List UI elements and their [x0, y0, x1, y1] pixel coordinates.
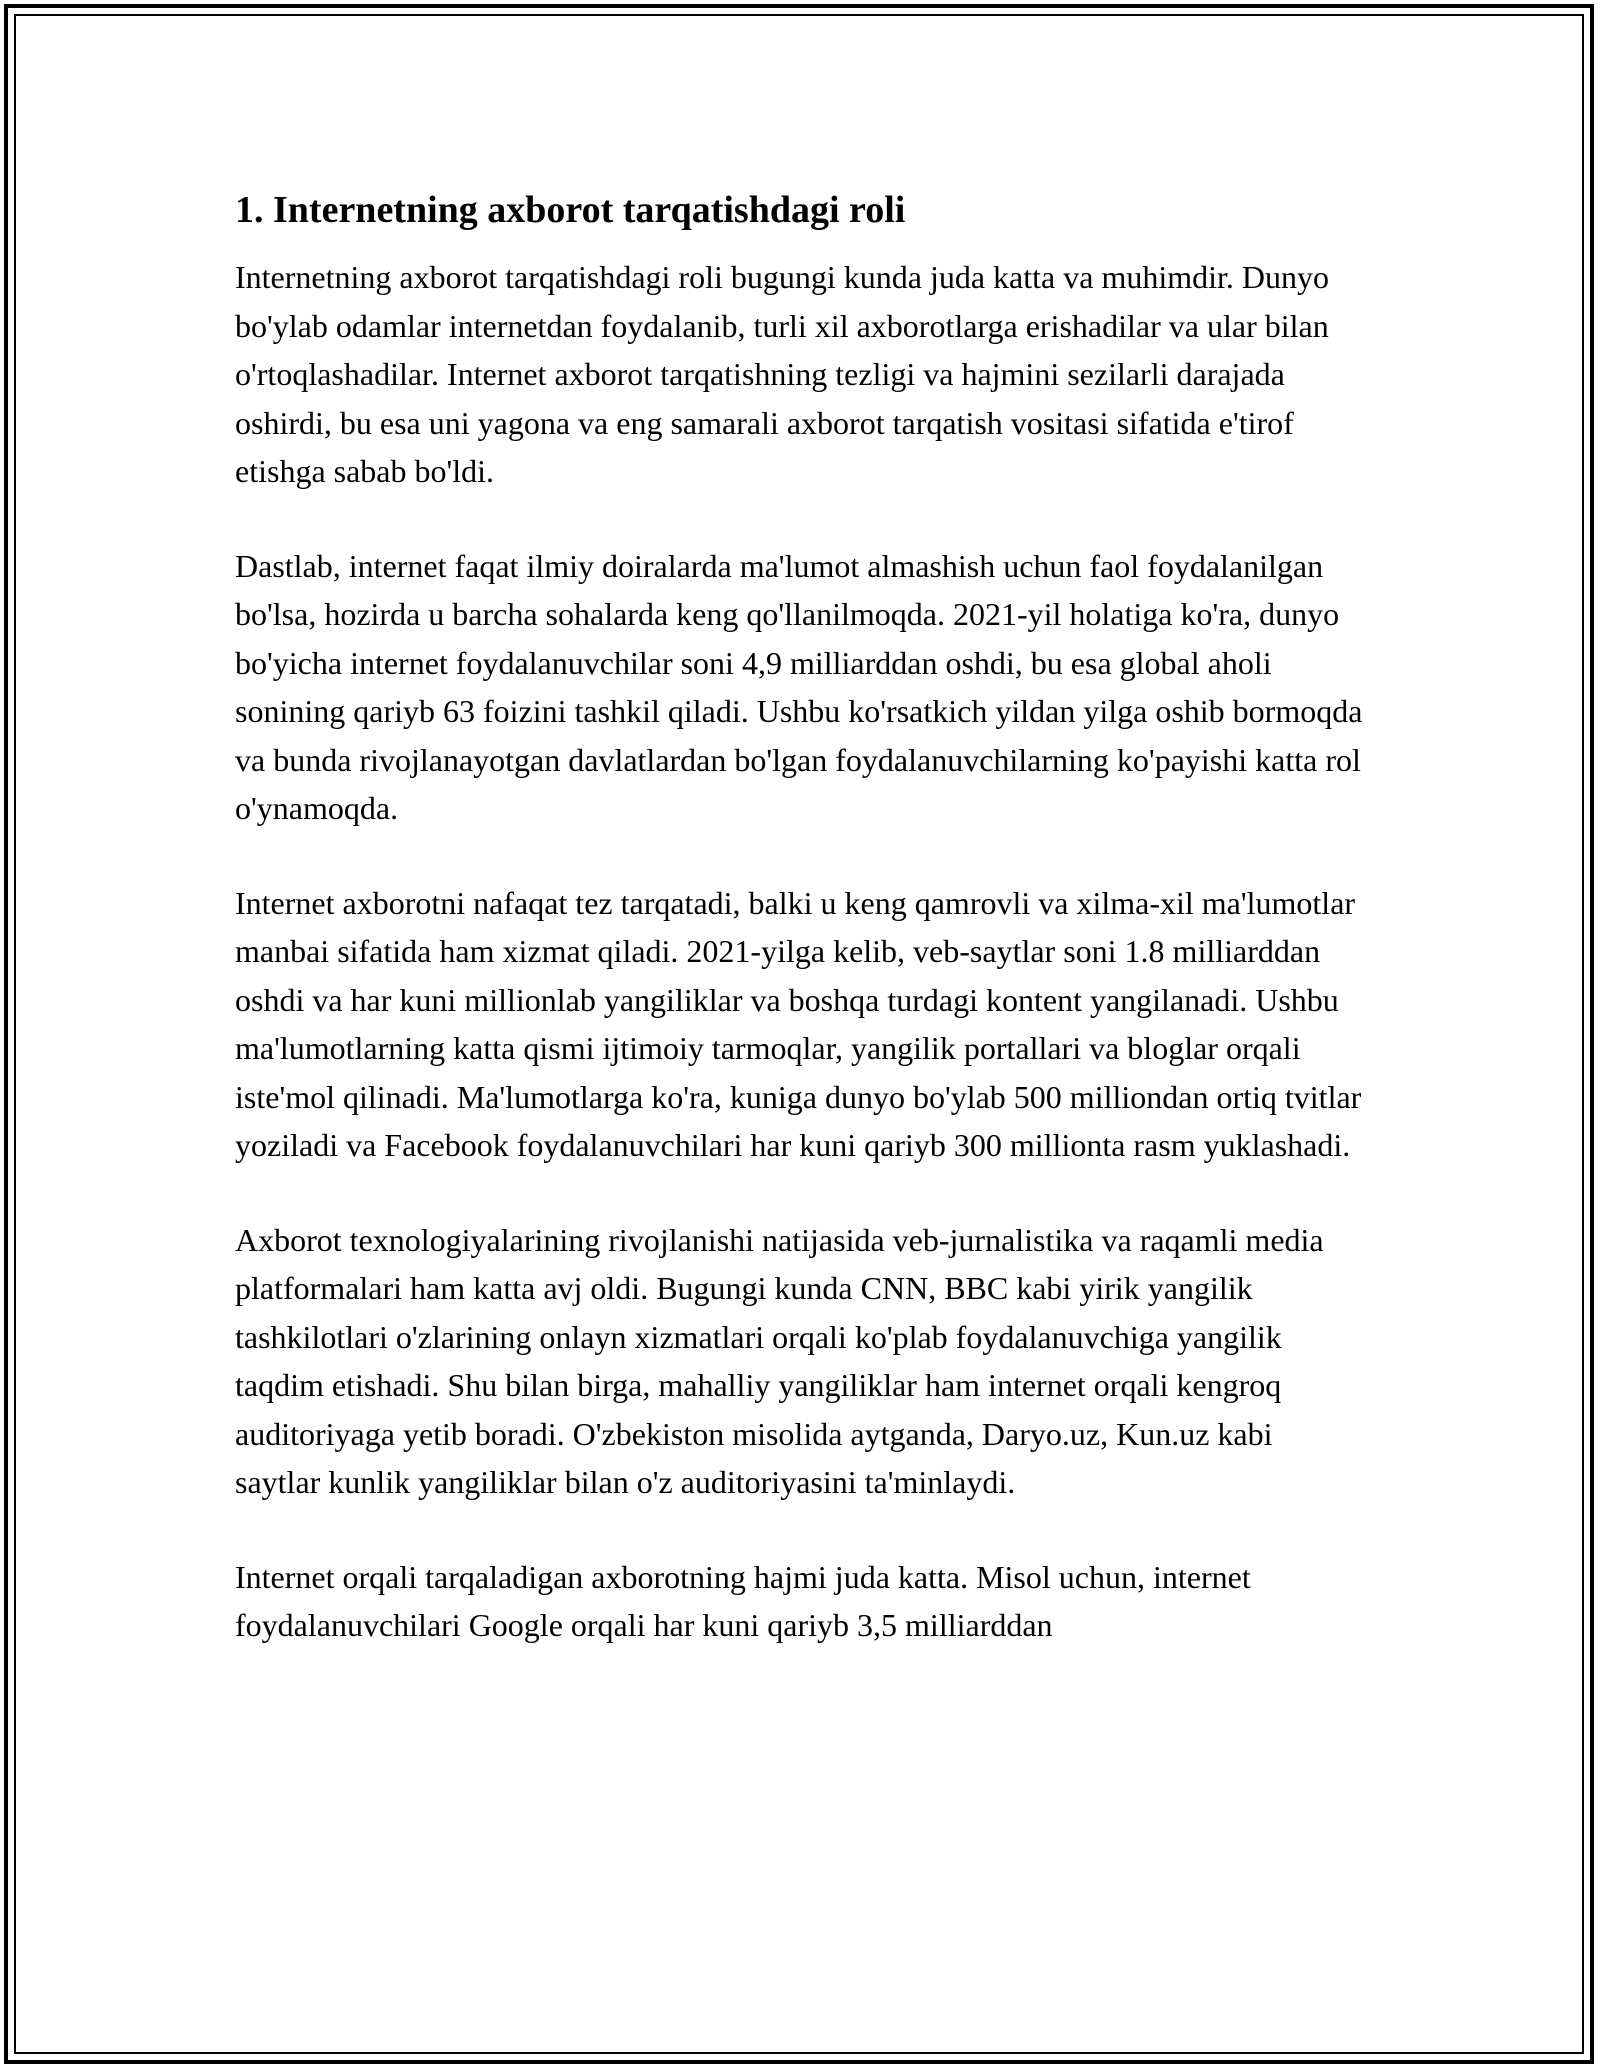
section-heading: 1. Internetning axborot tarqatishdagi roli: [235, 189, 906, 231]
document-body: [235, 185, 1365, 1696]
paragraph-5: Internet orqali tarqaladigan axborotning hajmi juda katta. Misol uchun, internet foydalanuvchilari Google orqali har kuni qariyb 3,5 milliarddan: [235, 1558, 1251, 1643]
paragraph-1: Internetning axborot tarqatishdagi roli bugungi kunda juda katta va muhimdir. Dunyo bo'ylab odamlar internetdan foydalanib, turli xil axborotlarga erishadilar va ular bilan o'rtoqlashadilar. Internet axborot tarqatishning tezligi va hajmini sezilarli darajada oshirdi, bu esa uni yagona va eng samarali axborot tarqatish vositasi sifatida e'tirof etishga sabab bo'ldi.: [235, 259, 1329, 489]
paragraph-3: Internet axborotni nafaqat tez tarqatadi, balki u keng qamrovli va xilma-xil ma'lumotlar manbai sifatida ham xizmat qiladi. 2021-yilga kelib, veb-saytlar soni 1.8 milliarddan oshdi va har kuni millionlab yangiliklar va boshqa turdagi kontent yangilanadi. Ushbu ma'lumotlarning katta qismi ijtimoiy tarmoqlar, yangilik portallari va bloglar orqali iste'mol qilinadi. Ma'lumotlarga ko'ra, kuniga dunyo bo'ylab 500 milliondan ortiq tvitlar yoziladi va Facebook foydalanuvchilari har kuni qariyb 300 millionta rasm yuklashadi.: [235, 884, 1362, 1163]
paragraph-2: Dastlab, internet faqat ilmiy doiralarda ma'lumot almashish uchun faol foydalanilgan bo'lsa, hozirda u barcha sohalarda keng qo'llanilmoqda. 2021-yil holatiga ko'ra, dunyo bo'yicha internet foydalanuvchilar soni 4,9 milliarddan oshdi, bu esa global aholi sonining qariyb 63 foizini tashkil qiladi. Ushbu ko'rsatkich yildan yilga oshib bormoqda va bunda rivojlanayotgan davlatlardan bo'lgan foydalanuvchilarning ko'payishi katta rol o'ynamoqda.: [235, 547, 1363, 826]
paragraph-4: Axborot texnologiyalarining rivojlanishi natijasida veb-jurnalistika va raqamli media platformalari ham katta avj oldi. Bugungi kunda CNN, BBC kabi yirik yangilik tashkilotlari o'zlarining onlayn xizmatlari orqali ko'plab foydalanuvchiga yangilik taqdim etishadi. Shu bilan birga, mahalliy yangiliklar ham internet orqali kengroq auditoriyaga yetib boradi. O'zbekiston misolida aytganda, Daryo.uz, Kun.uz kabi saytlar kunlik yangiliklar bilan o'z auditoriyasini ta'minlaydi.: [235, 1221, 1324, 1500]
